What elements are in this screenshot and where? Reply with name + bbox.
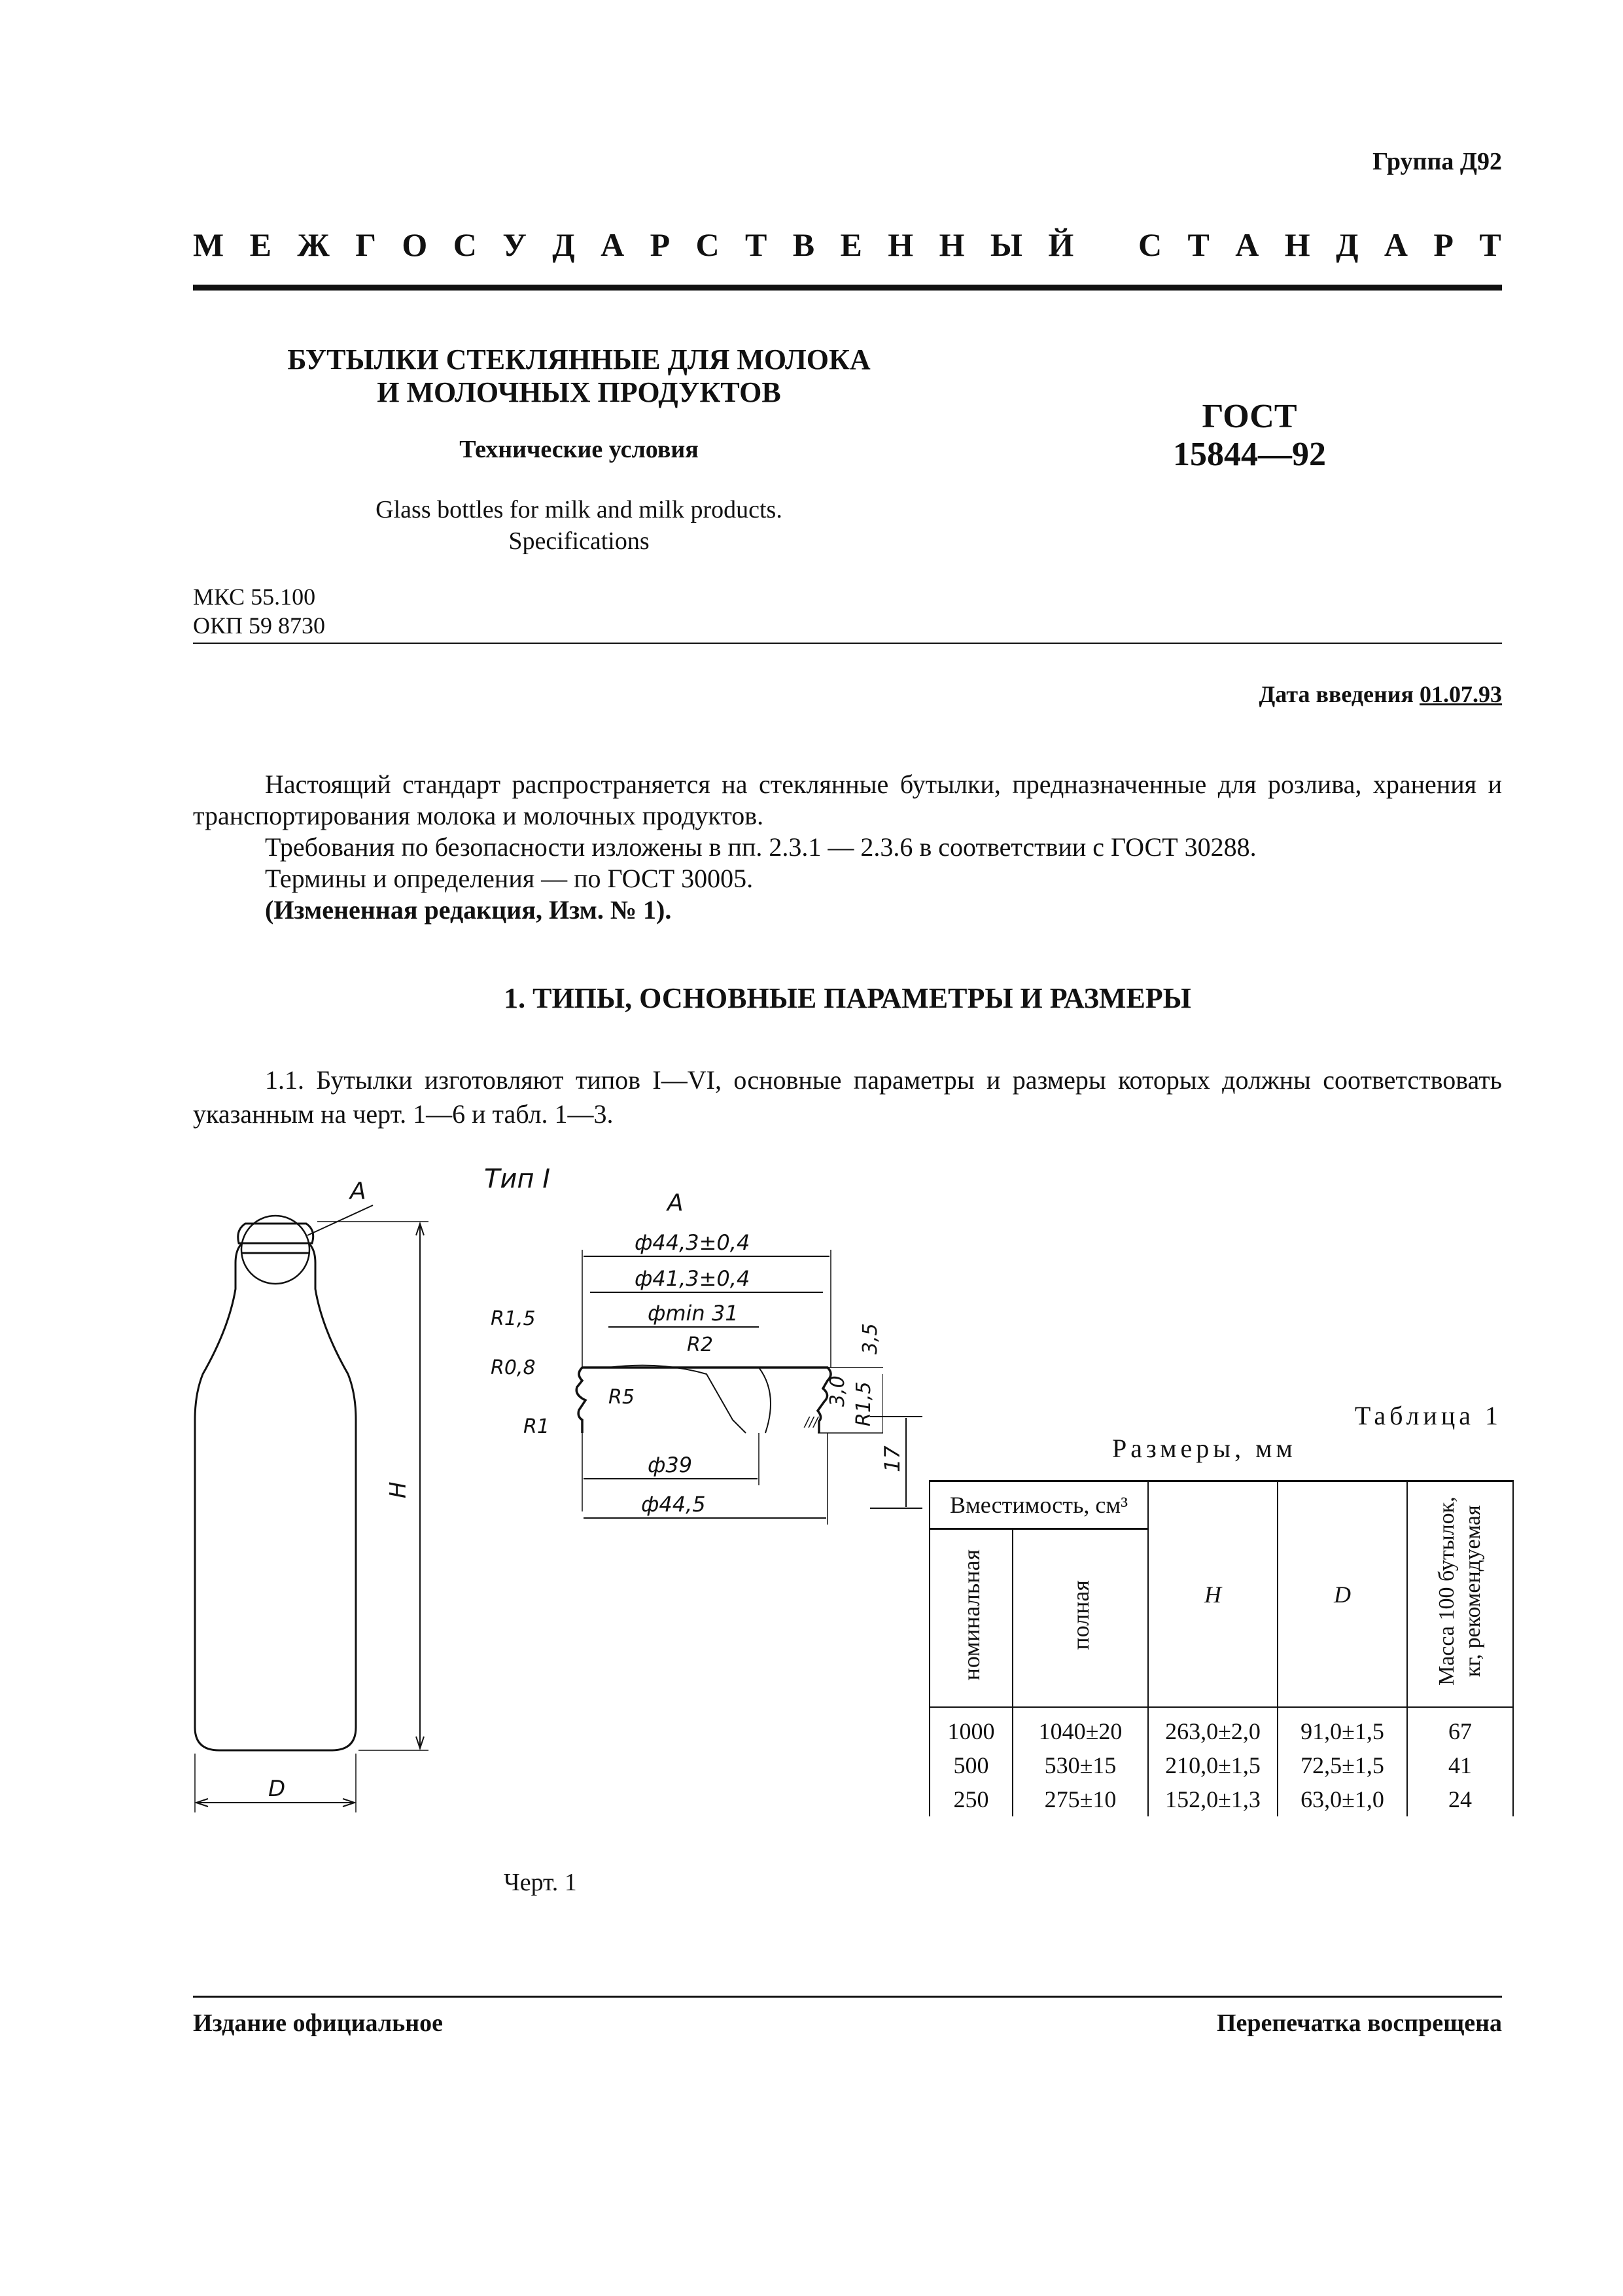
- dim-h-label: H: [385, 1481, 411, 1498]
- title-line: БУТЫЛКИ СТЕКЛЯННЫЕ ДЛЯ МОЛОКА: [287, 344, 871, 376]
- dim-d445: ф44,5: [641, 1492, 706, 1517]
- dim-v15: R1,5: [852, 1381, 875, 1426]
- detail-circle: [241, 1216, 309, 1284]
- letter: В: [792, 226, 815, 263]
- callout-a: А: [350, 1178, 366, 1205]
- cell: 91,0±1,5: [1278, 1707, 1407, 1748]
- amendment-note: (Измененная редакция, Изм. № 1).: [265, 895, 672, 925]
- clause-1-1: 1.1. Бутылки изготовляют типов I—VI, основные параметры и размеры которых должны соответствовать указанным на черт. 1—6 и табл. 1—3.: [193, 1065, 1502, 1129]
- letter: Р: [1433, 226, 1454, 263]
- letter: Н: [1284, 226, 1310, 263]
- dimensions-table: [929, 1480, 1514, 1816]
- table-row: [930, 1748, 1513, 1782]
- date-label: Дата введения: [1259, 681, 1414, 707]
- view-a-label: А: [667, 1190, 684, 1216]
- dim-d39: ф39: [648, 1453, 693, 1477]
- bottle-outline: [195, 1243, 356, 1750]
- footer-reprint-prohibited: Перепечатка воспрещена: [1216, 2009, 1502, 2037]
- nominal-header: [930, 1529, 1013, 1708]
- cell: 1040±20: [1013, 1707, 1148, 1748]
- letter: О: [402, 226, 428, 263]
- cell: 67: [1407, 1707, 1513, 1748]
- intro-paragraph: Термины и определения — по ГОСТ 30005.: [265, 864, 754, 893]
- radius-r08: R0,8: [491, 1356, 536, 1379]
- cell: 24: [1407, 1782, 1513, 1816]
- gost-number: [1151, 398, 1348, 474]
- radius-r1: R1: [523, 1415, 550, 1438]
- divider: [193, 643, 1502, 644]
- cell: 41: [1407, 1748, 1513, 1782]
- bottle-drawing: [190, 1158, 883, 1826]
- letter: С: [453, 226, 477, 263]
- english-title-line: Specifications: [508, 527, 650, 555]
- callout-line: [307, 1205, 373, 1235]
- dim-v30: 3,0: [826, 1375, 849, 1407]
- english-title: [249, 494, 909, 557]
- nominal-header-text: номинальная: [958, 1549, 985, 1681]
- dim-d1: ф44,3±0,4: [635, 1230, 750, 1255]
- effective-date: [1259, 680, 1503, 708]
- letter: Й: [1048, 226, 1074, 263]
- figure-caption: Черт. 1: [504, 1869, 577, 1896]
- cell: 152,0±1,3: [1148, 1782, 1278, 1816]
- mass-header: [1407, 1481, 1513, 1708]
- capacity-header-text: Вместимость, см³: [949, 1492, 1128, 1518]
- dim-v17: 17: [880, 1445, 905, 1472]
- title-line: И МОЛОЧНЫХ ПРОДУКТОВ: [377, 376, 781, 408]
- document-title: [249, 344, 909, 409]
- intro-text: [193, 769, 1502, 926]
- cell: 72,5±1,5: [1278, 1748, 1407, 1782]
- mks-code: МКС 55.100: [193, 584, 316, 610]
- radius-r15: R1,5: [491, 1307, 536, 1330]
- h-header-text: H: [1204, 1581, 1221, 1608]
- letter: Т: [1187, 226, 1210, 263]
- radius-r5: R5: [608, 1386, 635, 1409]
- letter: Е: [840, 226, 862, 263]
- cell: 210,0±1,5: [1148, 1748, 1278, 1782]
- interstate-standard-heading: [193, 226, 1501, 264]
- table-row: [930, 1782, 1513, 1816]
- letter: Е: [249, 226, 271, 263]
- letter: Р: [650, 226, 671, 263]
- letter: Н: [939, 226, 965, 263]
- cell: 1000: [930, 1707, 1013, 1748]
- letter: Д: [1336, 226, 1359, 263]
- cell: 63,0±1,0: [1278, 1782, 1407, 1816]
- gost-code: 15844—92: [1173, 436, 1326, 473]
- table-row: [930, 1707, 1513, 1748]
- hatch-mark: ///: [805, 1414, 818, 1430]
- document-subtitle: Технические условия: [459, 436, 699, 463]
- letter: А: [1235, 226, 1259, 263]
- footer-official-edition: Издание официальное: [193, 2009, 444, 2037]
- letter: М: [193, 226, 224, 263]
- full-header: [1013, 1529, 1148, 1708]
- letter: А: [601, 226, 625, 263]
- bottle-rim: [238, 1224, 313, 1243]
- date-value: 01.07.93: [1420, 681, 1502, 707]
- dim-d2: ф41,3±0,4: [635, 1266, 750, 1291]
- table-units: Размеры, мм: [1112, 1434, 1297, 1463]
- english-title-line: Glass bottles for milk and milk products.: [375, 496, 782, 523]
- d-header-text: D: [1334, 1581, 1351, 1608]
- cell: 530±15: [1013, 1748, 1148, 1782]
- letter: С: [1138, 226, 1162, 263]
- table-label: Таблица 1: [1354, 1401, 1502, 1430]
- dim-d3: фmin 31: [648, 1301, 739, 1326]
- mass-header-text: Масса 100 бутылок, кг, рекомендуемая: [1435, 1496, 1485, 1686]
- letter: Н: [888, 226, 914, 263]
- cell: 500: [930, 1748, 1013, 1782]
- dim-d-label: D: [268, 1776, 286, 1802]
- capacity-header: [930, 1481, 1148, 1529]
- letter: Т: [1479, 226, 1501, 263]
- section-heading: 1. ТИПЫ, ОСНОВНЫЕ ПАРАМЕТРЫ И РАЗМЕРЫ: [504, 982, 1191, 1014]
- intro-paragraph: Настоящий стандарт распространяется на стеклянные бутылки, предназначенные для розлива, хранения и транспортирования молока и молочных продуктов.: [193, 769, 1502, 830]
- gost-label: ГОСТ: [1202, 398, 1297, 435]
- classification-codes: [193, 582, 325, 640]
- letter: Т: [745, 226, 767, 263]
- cell: 275±10: [1013, 1782, 1148, 1816]
- letter: С: [695, 226, 720, 263]
- header-rule: [193, 285, 1502, 291]
- letter: У: [502, 226, 527, 263]
- cell: 250: [930, 1782, 1013, 1816]
- radius-r2: R2: [687, 1333, 713, 1356]
- cell: 263,0±2,0: [1148, 1707, 1278, 1748]
- full-header-text: полная: [1067, 1580, 1094, 1650]
- letter: Г: [355, 226, 376, 263]
- letter: Ж: [297, 226, 330, 263]
- group-code: Группа Д92: [1372, 148, 1502, 175]
- letter: Ы: [990, 226, 1022, 263]
- letter: А: [1384, 226, 1408, 263]
- intro-paragraph: Требования по безопасности изложены в пп. 2.3.1 — 2.3.6 в соответствии с ГОСТ 30288.: [265, 832, 1257, 862]
- dim-v35: 3,5: [859, 1323, 882, 1354]
- letter: Д: [552, 226, 575, 263]
- okp-code: ОКП 59 8730: [193, 612, 326, 639]
- footer-rule: [193, 1996, 1502, 1998]
- section-break: [759, 1368, 771, 1433]
- type-label: Тип I: [484, 1164, 551, 1194]
- d-header: [1278, 1481, 1407, 1708]
- word-gap: [1100, 226, 1113, 264]
- h-header: [1148, 1481, 1278, 1708]
